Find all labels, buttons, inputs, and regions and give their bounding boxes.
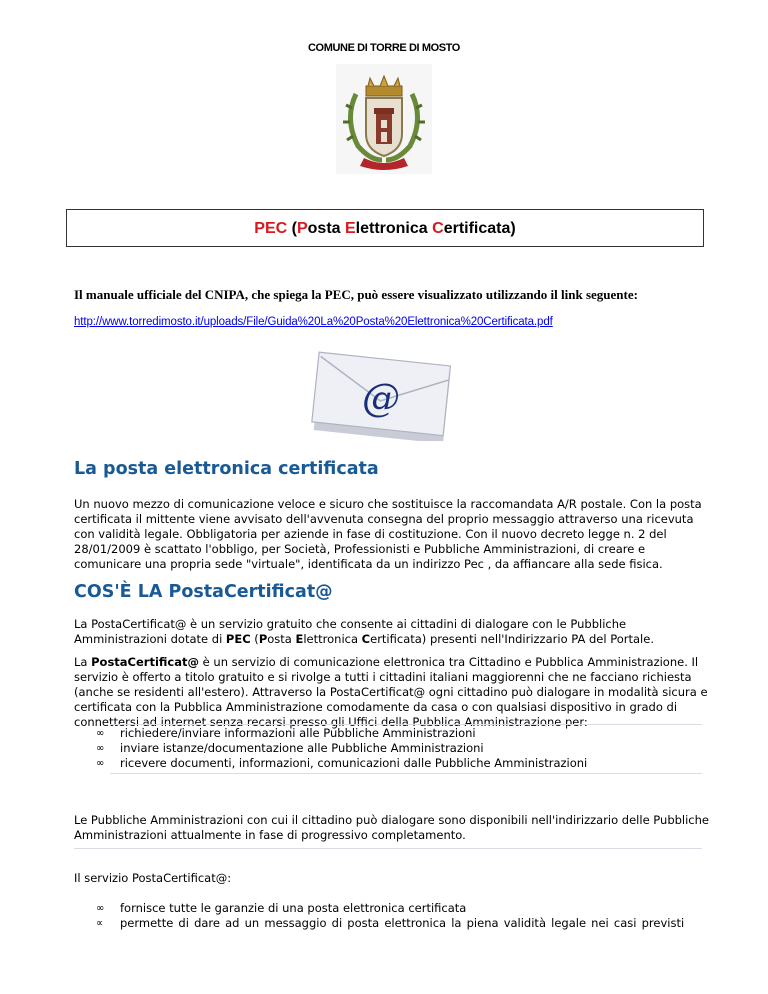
service-features-list — [96, 901, 684, 931]
coat-of-arms-icon — [336, 64, 432, 174]
svg-text:@: @ — [362, 376, 400, 420]
pec-title-text: lettronica — [355, 220, 433, 237]
list-item — [96, 756, 587, 771]
paragraph-text: La — [74, 655, 92, 669]
pec-title-text: ertificata) — [443, 220, 516, 237]
list-item-text: inviare istanze/documentazione alle Pubbliche Amministrazioni — [120, 741, 484, 755]
infinity-bullet-icon: ∞ — [96, 903, 105, 914]
divider — [110, 773, 702, 774]
service-intro: Il servizio PostaCertificat@: — [74, 871, 232, 885]
paragraph-text: è un servizio di comunicazione elettronica tra Cittadino e Pubblica Amministrazione. Il servizio è offerto a titolo gratuito e si rivolge a tutti i cittadini italiani maggiorenni che ne facciano richiesta (anche se residenti all'estero). Attraverso la PostaCertificat@ ogni cittadino può dialogare in modalità sicura e certificata con la Pubblica Amministrazione comodamente da casa o con qualsiasi dispositivo in grado di connettersi ad internet senza recarsi presso gli Uffici della Pubblica Amministrazione per: — [74, 655, 708, 729]
list-item — [96, 726, 587, 741]
pec-bold: PEC — [225, 632, 251, 646]
paragraph-text: lettronica — [303, 632, 362, 646]
section-pec-body: Un nuovo mezzo di comunicazione veloce e sicuro che sostituisce la raccomandata A/R postale. Con la posta certificata il mittente viene avvisato dell'avvenuta consegna del proprio messaggio attraverso una ricevuta con validità legale. Obbligatoria per aziende in fase di costituzione. Con il nuovo decreto legge n. 2 del 28/01/2009 è scattato l'obbligo, per Società, Professionisti e Pubbliche Amministrazioni, di creare e comunicare una propria sede "virtuale", identificata da un indirizzo Pec , da affiancare alla sede fisica. — [74, 497, 702, 571]
list-item — [96, 916, 684, 931]
bold-letter: P — [258, 632, 268, 646]
proportional-bullet-icon: ∝ — [96, 918, 104, 929]
paragraph-text: osta — [267, 632, 296, 646]
divider — [110, 724, 702, 725]
list-item-text: richiedere/inviare informazioni alle Pubbliche Amministrazioni — [120, 726, 476, 740]
manual-intro: Il manuale ufficiale del CNIPA, che spiega la PEC, può essere visualizzato utilizzando il link seguente: — [74, 287, 638, 302]
paragraph-text: ertificata) presenti nell'Indirizzario PA del Portale. — [370, 632, 654, 646]
public-administrations-note: Le Pubbliche Amministrazioni con cui il cittadino può dialogare sono disponibili nell'indirizzario delle Pubbliche Amministrazioni attualmente in fase di progressivo completamento. — [74, 813, 709, 842]
divider — [74, 848, 702, 849]
section-heading-pec: La posta elettronica certificata — [74, 459, 379, 479]
bold-letter: E — [295, 632, 304, 646]
postacertificata-description — [74, 655, 714, 730]
paragraph-text: La PostaCertificat@ è un servizio gratuito che consente ai cittadini di dialogare con le Pubbliche Amministrazioni dotate di — [74, 617, 627, 646]
envelope-at-icon — [307, 345, 461, 441]
list-item — [96, 741, 587, 756]
pec-acronym: PEC — [254, 220, 288, 237]
pec-letter-p: P — [296, 220, 308, 237]
bold-letter: C — [361, 632, 371, 646]
municipality-title: COMUNE DI TORRE DI MOSTO — [308, 42, 460, 54]
pec-letter-e: E — [344, 220, 356, 237]
list-item-text: permette di dare ad un messaggio di posta elettronica la piena validità legale nei casi previsti — [120, 916, 685, 930]
list-item-text: fornisce tutte le garanzie di una posta elettronica certificata — [120, 901, 467, 915]
postacertificata-intro — [74, 617, 714, 647]
pec-title-text: osta — [307, 220, 345, 237]
infinity-bullet-icon: ∞ — [96, 758, 105, 769]
pec-letter-c: C — [432, 220, 444, 237]
pec-title-box — [66, 209, 704, 247]
infinity-bullet-icon: ∞ — [96, 728, 105, 739]
services-list — [96, 726, 587, 771]
pec-title-text: ( — [287, 220, 297, 237]
section-heading-postacertificata: COS'È LA PostaCertificat@ — [74, 582, 333, 602]
list-item-text: ricevere documenti, informazioni, comunicazioni dalle Pubbliche Amministrazioni — [120, 756, 588, 770]
list-item — [96, 901, 684, 916]
paragraph-text: ( — [250, 632, 259, 646]
manual-pdf-link[interactable]: http://www.torredimosto.it/uploads/File/Guida%20La%20Posta%20Elettronica%20Certificata.pdf — [74, 316, 553, 328]
infinity-bullet-icon: ∞ — [96, 743, 105, 754]
postacertificata-bold: PostaCertificat@ — [91, 655, 200, 669]
